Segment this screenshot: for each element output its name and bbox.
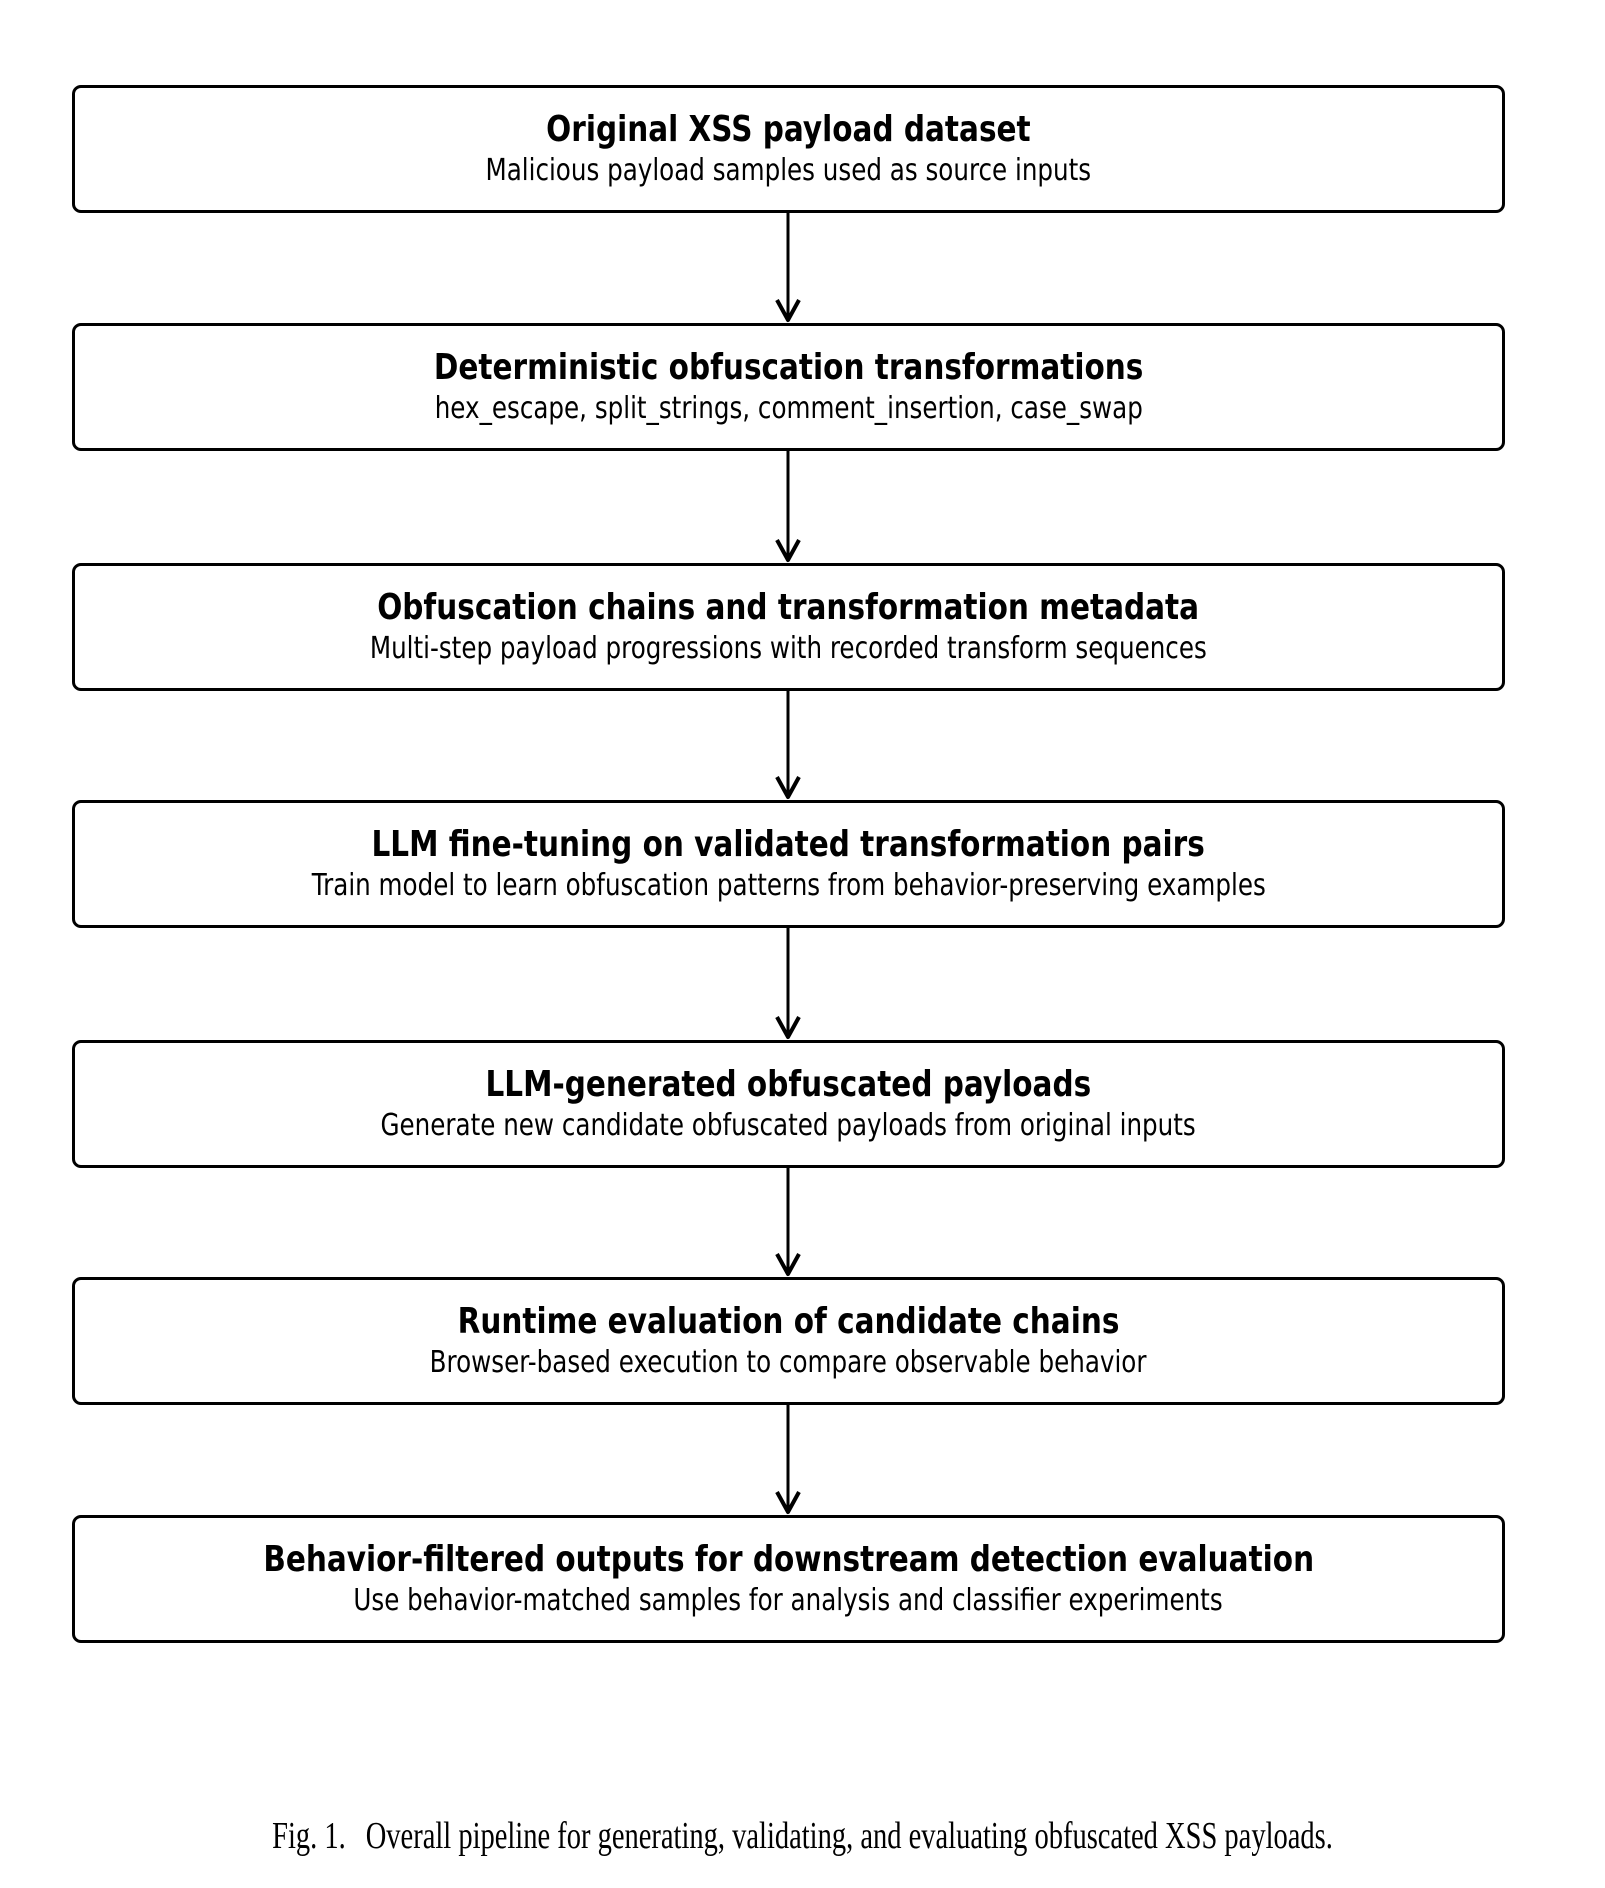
box-title: Deterministic obfuscation transformations <box>433 347 1144 388</box>
box-subtitle: Multi-step payload progressions with recorded transform sequences <box>370 631 1207 666</box>
box-title: LLM fine-tuning on validated transformation pairs <box>371 824 1206 865</box>
down-arrow-icon <box>768 1405 808 1515</box>
down-arrow-icon <box>768 928 808 1040</box>
box-llm-finetuning <box>72 800 1505 928</box>
box-subtitle: Generate new candidate obfuscated payloads from original inputs <box>380 1108 1197 1143</box>
box-subtitle: Use behavior-matched samples for analysis and classifier experiments <box>353 1583 1224 1618</box>
box-original-dataset <box>72 85 1505 213</box>
box-behavior-filtered-outputs <box>72 1515 1505 1643</box>
box-obfuscation-chains <box>72 563 1505 691</box>
box-title: Behavior-filtered outputs for downstream detection evaluation <box>263 1539 1314 1580</box>
figure-caption-text: Overall pipeline for generating, validating, and evaluating obfuscated XSS payloads. <box>365 1815 1333 1857</box>
down-arrow-icon <box>768 691 808 800</box>
box-title: LLM-generated obfuscated payloads <box>485 1064 1092 1105</box>
box-subtitle: hex_escape, split_strings, comment_insertion, case_swap <box>434 391 1143 426</box>
box-title: Original XSS payload dataset <box>546 109 1031 150</box>
box-deterministic-transforms <box>72 323 1505 451</box>
box-subtitle: Malicious payload samples used as source inputs <box>485 153 1092 188</box>
box-subtitle: Browser-based execution to compare observable behavior <box>430 1345 1147 1380</box>
box-title: Runtime evaluation of candidate chains <box>457 1301 1120 1342</box>
figure-caption <box>201 1812 1405 1860</box>
box-title: Obfuscation chains and transformation metadata <box>377 587 1200 628</box>
box-runtime-evaluation <box>72 1277 1505 1405</box>
down-arrow-icon <box>768 451 808 563</box>
box-subtitle: Train model to learn obfuscation patterns from behavior-preserving examples <box>311 868 1266 903</box>
down-arrow-icon <box>768 213 808 323</box>
figure-caption-label: Fig. 1. <box>272 1815 346 1857</box>
down-arrow-icon <box>768 1168 808 1277</box>
box-llm-generated-payloads <box>72 1040 1505 1168</box>
